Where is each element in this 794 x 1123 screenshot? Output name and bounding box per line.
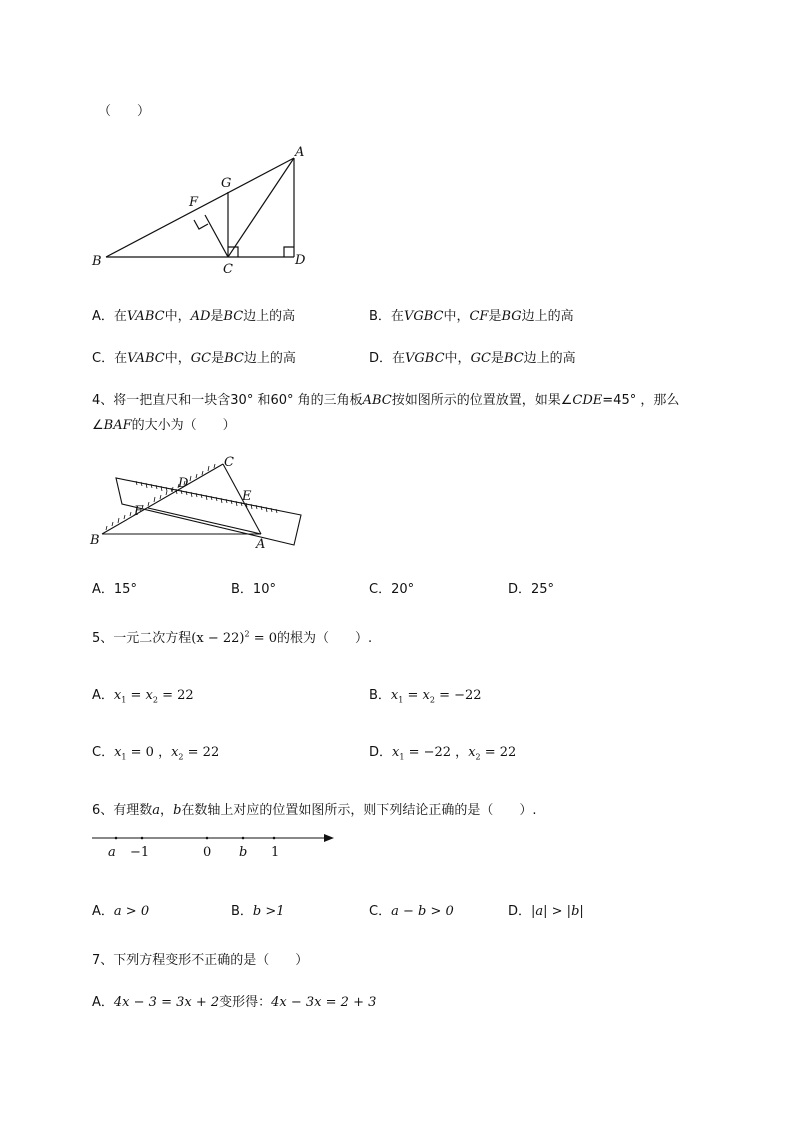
q3-option-a[interactable]: A．在VABC中，AD是BC边上的高 [92,309,296,324]
q5-option-a[interactable]: A．$x_1 = x_2 = 22$ [92,688,194,705]
q6-option-a[interactable]: A．a > 0 [92,904,150,919]
q4-ruler [116,478,301,545]
q3-paren: （ ） [98,104,151,119]
q6-label-zero: 0 [203,845,212,860]
q6-point-neg1 [141,837,144,840]
q6-point-a [115,837,118,840]
q6-axis-arrow [324,834,334,842]
q7-option-a[interactable]: A．4x − 3 = 3x + 2变形得：4x − 3x = 2 + 3 [92,995,377,1010]
q4-stem-line2: ∠BAF的大小为（ ） [92,418,236,433]
q3-label-a: A [295,145,305,160]
q7-stem: 7、下列方程变形不正确的是（ ） [92,953,309,968]
q6-number-line [90,828,340,862]
q6-point-1 [273,837,276,840]
q3-label-g: G [221,176,232,191]
q4-label-e: E [242,489,252,504]
q6-label-neg1: −1 [130,845,150,860]
q4-label-f: F [134,504,144,519]
q3-triangle-figure [88,140,328,280]
q3-line-fc [205,215,228,257]
q5-stem: 5、一元二次方程$(x - 22)^2 = 0$的根为（ ）. [92,629,373,646]
q4-ruler-triangle-figure [88,452,310,552]
q6-option-b[interactable]: B．b >1 [231,904,285,919]
q5-option-b[interactable]: B．$x_1 = x_2 = -22$ [369,688,482,705]
q4-label-d: D [178,476,189,491]
q3-line-ba [106,158,294,257]
q3-label-c: C [223,262,233,277]
q3-option-c[interactable]: C．在VABC中，GC是BC边上的高 [92,351,296,366]
q6-option-c[interactable]: C．a − b > 0 [369,904,454,919]
q6-option-d[interactable]: D．|a| > |b| [508,904,584,919]
q3-option-d[interactable]: D．在VGBC中，GC是BC边上的高 [369,351,576,366]
q3-right-angle-d [284,247,294,257]
q3-right-angle-f [194,220,208,229]
q4-label-a: A [256,537,266,552]
q3-label-d: D [295,253,306,268]
q4-stem-line1: 4、将一把直尺和一块含30° 和60° 角的三角板ABC按如图所示的位置放置，如果∠CDE=45° ，那么 [92,393,680,408]
q5-option-d[interactable]: D．$x_1 = -22$ ，$x_2 = 22$ [369,745,517,762]
q3-label-f: F [189,195,199,210]
q5-option-c[interactable]: C．$x_1 = 0$ ，$x_2 = 22$ [92,745,220,762]
q6-label-a: a [108,845,116,860]
q3-option-b[interactable]: B．在VGBC中，CF是BG边上的高 [369,309,574,324]
q3-line-ac [228,158,294,257]
q3-label-b: B [92,254,102,269]
q6-stem: 6、有理数a，b在数轴上对应的位置如图所示，则下列结论正确的是（ ）. [92,803,537,818]
q4-option-c[interactable]: C．20° [369,582,415,597]
q4-option-d[interactable]: D．25° [508,582,555,597]
q6-label-one: 1 [271,845,280,860]
q4-option-b[interactable]: B．10° [231,582,276,597]
q6-point-0 [206,837,209,840]
q4-line-fa [148,508,261,534]
q6-label-b: b [239,845,248,860]
q4-option-a[interactable]: A．15° [92,582,137,597]
q4-label-c: C [224,455,234,470]
q6-point-b [242,837,245,840]
q4-label-b: B [90,533,100,548]
